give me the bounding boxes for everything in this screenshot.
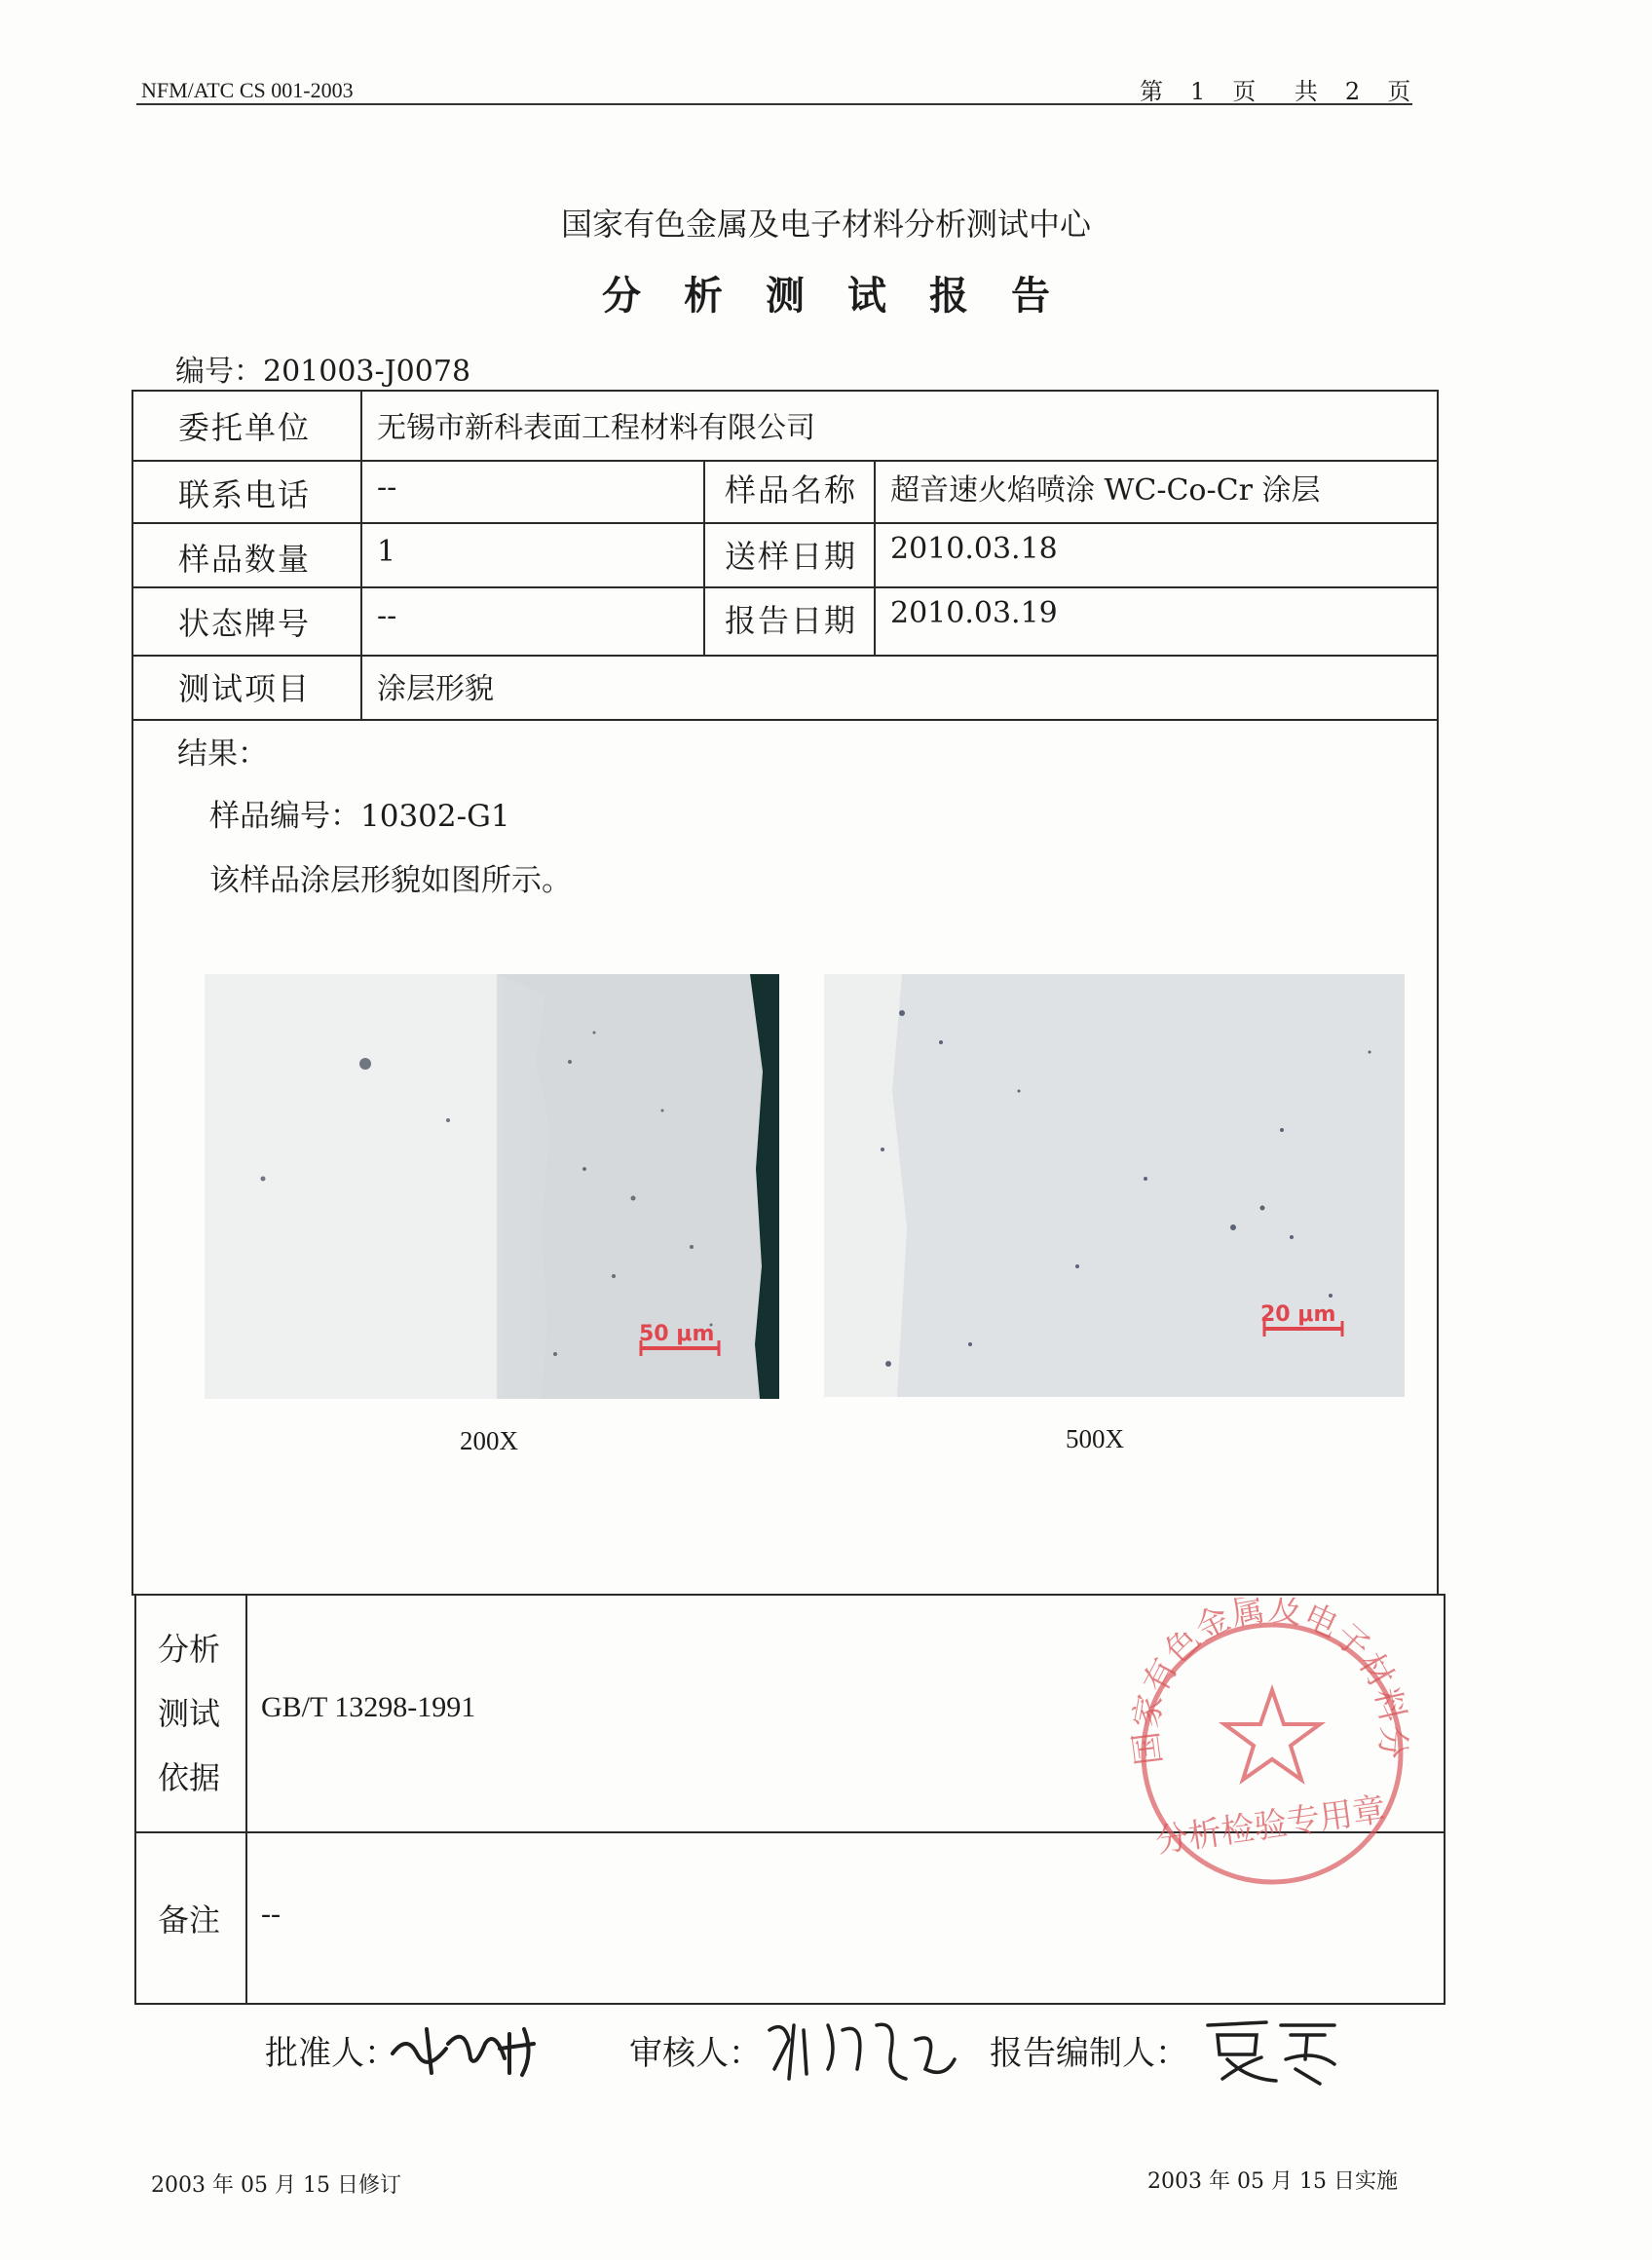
table-rule (874, 460, 876, 655)
basis-label-line: 依据 (158, 1759, 221, 1796)
magnification-label: 200X (460, 1426, 518, 1455)
effective-date: 2003 年 05 月 15 日实施 (1147, 2169, 1398, 2194)
test-item-value: 涂层形貌 (377, 672, 494, 706)
results-title: 结果： (177, 736, 268, 772)
quantity-label: 样品数量 (178, 541, 312, 578)
table-rule (703, 460, 705, 655)
official-stamp (1118, 1598, 1420, 1890)
total-pages: 2 (1344, 78, 1365, 105)
scale-bar-label: 20 μm (1260, 1302, 1336, 1327)
micrograph-500x (824, 974, 1405, 1397)
table-rule (131, 655, 1439, 657)
page-number: 1 (1190, 78, 1210, 105)
sample-name-label: 样品名称 (725, 471, 858, 508)
page-label: 第 (1140, 78, 1167, 105)
phone-value: -- (377, 471, 397, 505)
report-date-value: 2010.03.19 (890, 596, 1058, 630)
document-code: NFM/ATC CS 001-2003 (141, 78, 354, 102)
author-signature (1198, 2011, 1344, 2089)
report-number: 编号：201003-J0078 (175, 355, 471, 389)
reviewer-signature (760, 2011, 964, 2089)
stamp-outer-text: 国家有色金属及电子材料分 (1126, 1598, 1413, 1768)
author-label: 报告编制人： (990, 2034, 1188, 2073)
basis-value: GB/T 13298-1991 (261, 1691, 476, 1723)
basis-label-line: 测试 (158, 1695, 221, 1732)
scale-bar-label: 50 μm (639, 1322, 715, 1346)
sample-name-value: 超音速火焰喷涂 WC-Co-Cr 涂层 (890, 473, 1321, 508)
page-label-suffix: 页 (1232, 78, 1260, 105)
micrograph-500x-image (824, 974, 1405, 1397)
sample-number: 样品编号：10302-G1 (209, 799, 510, 834)
remarks-value: -- (261, 1898, 281, 1930)
client-value: 无锡市新科表面工程材料有限公司 (377, 411, 815, 445)
stamp-inner-text: 分析检验专用章 (1152, 1789, 1389, 1862)
report-title: 分析测试报告 (602, 273, 1093, 319)
svg-text:国家有色金属及电子材料分析测试中心 (1118, 1598, 1413, 1767)
remarks-label: 备注 (158, 1902, 221, 1939)
send-date-label: 送样日期 (725, 538, 858, 575)
basis-label-line: 分析 (158, 1631, 221, 1668)
approver-label: 批准人： (265, 2034, 397, 2073)
reviewer-label: 审核人： (629, 2034, 762, 2073)
state-label: 状态牌号 (178, 605, 312, 642)
approver-signature (388, 2015, 563, 2083)
page-info (1140, 72, 1438, 106)
revision-date: 2003 年 05 月 15 日修订 (151, 2173, 401, 2198)
organization-title: 国家有色金属及电子材料分析测试中心 (560, 206, 1091, 243)
table-rule (131, 586, 1439, 588)
table-rule (131, 460, 1439, 462)
report-date-label: 报告日期 (725, 602, 858, 639)
total-label-suffix: 页 (1387, 78, 1415, 105)
micrograph-200x (205, 974, 779, 1399)
test-item-label: 测试项目 (178, 670, 312, 707)
table-rule (131, 522, 1439, 524)
magnification-label: 500X (1066, 1424, 1124, 1453)
total-label: 共 (1294, 78, 1322, 105)
send-date-value: 2010.03.18 (890, 532, 1058, 566)
stamp-seal (1118, 1598, 1420, 1890)
quantity-value: 1 (377, 535, 396, 569)
table-rule (245, 1594, 247, 2005)
table-rule (360, 390, 362, 721)
state-value: -- (377, 599, 397, 633)
client-label: 委托单位 (178, 409, 312, 446)
phone-label: 联系电话 (178, 476, 312, 513)
sample-description: 该样品涂层形貌如图所示。 (209, 863, 572, 898)
